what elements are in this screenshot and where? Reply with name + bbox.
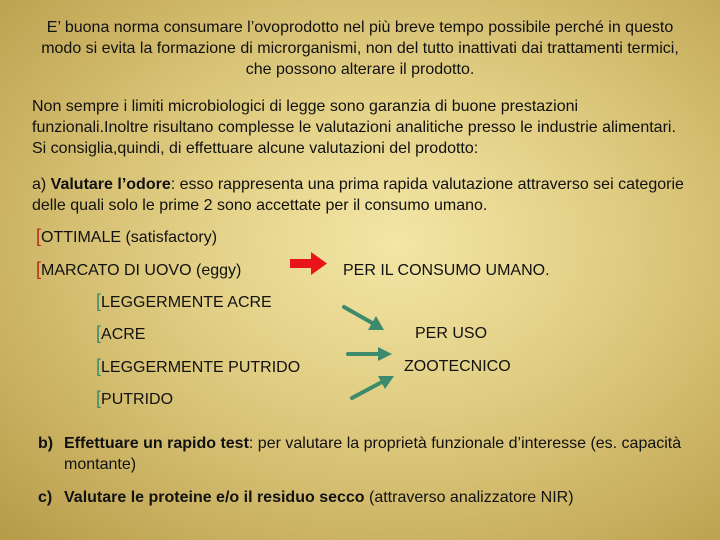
point-a (32, 174, 697, 216)
point-a-prefix: a) (32, 176, 51, 193)
bracket: [ (96, 291, 102, 311)
category-leggermente-putrido (96, 356, 300, 378)
category-acre (96, 323, 145, 345)
zoo-use-label-1: PER USO (415, 325, 488, 342)
point-b-text: : per valutare la proprietà funzionale d’interesse (es. capacità montante) (64, 435, 682, 473)
point-b-prefix: b) (38, 435, 54, 452)
bracket: [ (36, 226, 42, 246)
category-label: OTTIMALE (satisfactory) (41, 229, 218, 246)
zoo-use-label-2: ZOOTECNICO (404, 358, 511, 375)
category-leggermente-acre (96, 291, 272, 313)
point-b-bold: Effettuare un rapido test (64, 435, 249, 452)
category-label: ACRE (101, 326, 146, 343)
green-arrow-right-icon (346, 344, 396, 364)
category-label: LEGGERMENTE ACRE (101, 294, 272, 311)
bracket: [ (96, 323, 102, 343)
bracket: [ (96, 388, 102, 408)
category-marcato (36, 259, 241, 281)
point-c (64, 487, 704, 508)
category-ottimale (36, 226, 217, 248)
point-a-text: : esso rappresenta una prima rapida valutazione attraverso sei categorie delle quali solo le prime 2 sono accettate per il consumo umano. (32, 176, 684, 214)
point-c-bold: Valutare le proteine e/o il residuo secco (64, 489, 365, 506)
intro-paragraph: E’ buona norma consumare l’ovoprodotto nel più breve tempo possibile perché in questo modo si evita la formazione di microrganismi, non del tutto inattivati dai trattamenti termici, che possono alterare il prodotto. (41, 19, 679, 78)
point-c-prefix: c) (38, 489, 53, 506)
bracket: [ (96, 356, 102, 376)
green-arrow-down-icon (340, 302, 390, 334)
point-c-text: (attraverso analizzatore NIR) (364, 489, 574, 506)
green-arrow-up-icon (348, 372, 398, 404)
bracket: [ (36, 259, 42, 279)
point-a-bold: Valutare l’odore (50, 176, 171, 193)
point-b (64, 433, 704, 475)
human-use-label: PER IL CONSUMO UMANO. (343, 262, 550, 279)
category-label: LEGGERMENTE PUTRIDO (101, 359, 301, 376)
category-putrido (96, 388, 173, 410)
category-label: MARCATO DI UOVO (eggy) (41, 262, 242, 279)
red-arrow-icon (290, 252, 330, 276)
category-label: PUTRIDO (101, 391, 174, 408)
paragraph-limits: Non sempre i limiti microbiologici di legge sono garanzia di buone prestazioni funzionali.Inoltre risultano complesse le valutazioni analitiche presso le industrie alimentari. Si consiglia,quindi, di effettuare alcune valutazioni del prodotto: (32, 98, 676, 157)
